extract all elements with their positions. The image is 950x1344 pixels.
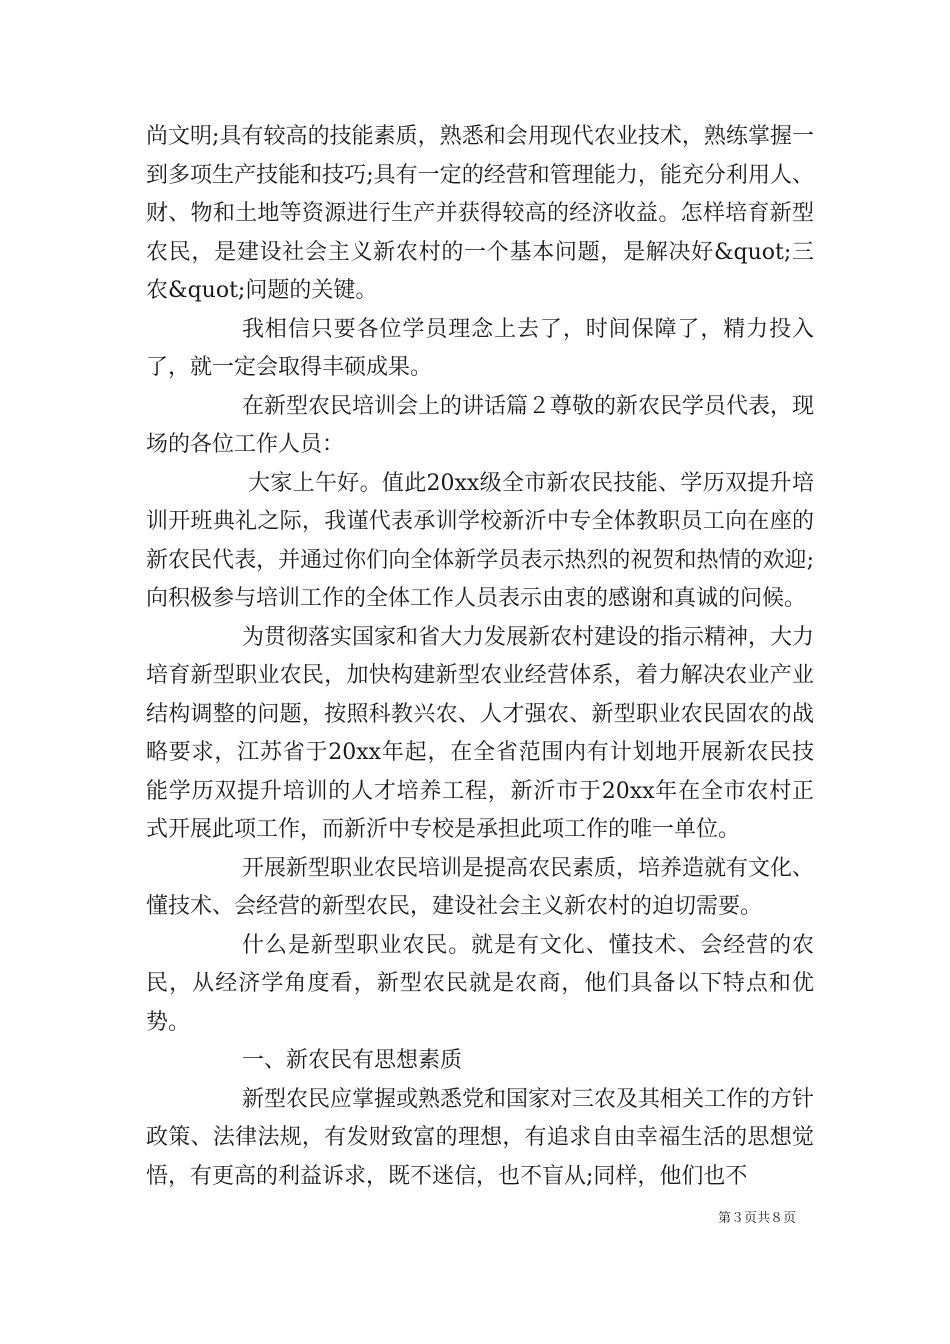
paragraph-commitment: 我相信只要各位学员理念上去了，时间保障了，精力投入了，就一定会取得丰硕成果。 [146,316,814,380]
page-number: 第３页共８页 [718,1211,797,1226]
paragraph-thought-quality: 新型农民应掌握或熟悉党和国家对三农及其相关工作的方针政策、法律法规，有发财致富的理想，有追求自由幸福生活的思想觉悟，有更高的利益诉求，既不迷信，也不盲从;同样，他们也不 [146,1086,815,1189]
paragraph-necessity: 开展新型职业农民培训是提高农民素质，培养造就有文化、懂技术、会经营的新型农民，建设社会主义新农村的迫切需要。 [146,855,815,919]
section-heading-thought-quality: 一、新农民有思想素质 [242,1048,463,1073]
paragraph-continued: 尚文明;具有较高的技能素质，熟悉和会用现代农业技术，熟练掌握一到多项生产技能和技巧;具有一定的经营和管理能力，能充分利用人、财、物和土地等资源进行生产并获得较高的经济收益。怎样培育新型农民，是建设社会主义新农村的一个基本问题，是解决好&quot;三农&quot;问题的关键。 [146,124,814,303]
paragraph-speech-heading: 在新型农民培训会上的讲话篇２尊敬的新农民学员代表，现场的各位工作人员： [146,393,815,457]
paragraph-greeting: 大家上午好。值此20xx级全市新农民技能、学历双提升培训开班典礼之际，我谨代表承训学校新沂中专全体教职员工向在座的新农民代表，并通过你们向全体新学员表示热烈的祝贺和热情的欢迎;向积极参与培训工作的全体工作人员表示由衷的感谢和真诚的问候。 [146,470,814,611]
document-body [146,118,814,1196]
paragraph-background: 为贯彻落实国家和省大力发展新农村建设的指示精神，大力培育新型职业农民，加快构建新型农业经营体系，着力解决农业产业结构调整的问题，按照科教兴农、人才强农、新型职业农民固农的战略要求，江苏省于20xx年起，在全省范围内有计划地开展新农民技能学历双提升培训的人才培养工程，新沂市于20xx年在全市农村正式开展此项工作，而新沂中专校是承担此项工作的唯一单位。 [146,624,815,842]
paragraph-definition: 什么是新型职业农民。就是有文化、懂技术、会经营的农民，从经济学角度看，新型农民就是农商，他们具备以下特点和优势。 [146,932,814,1035]
